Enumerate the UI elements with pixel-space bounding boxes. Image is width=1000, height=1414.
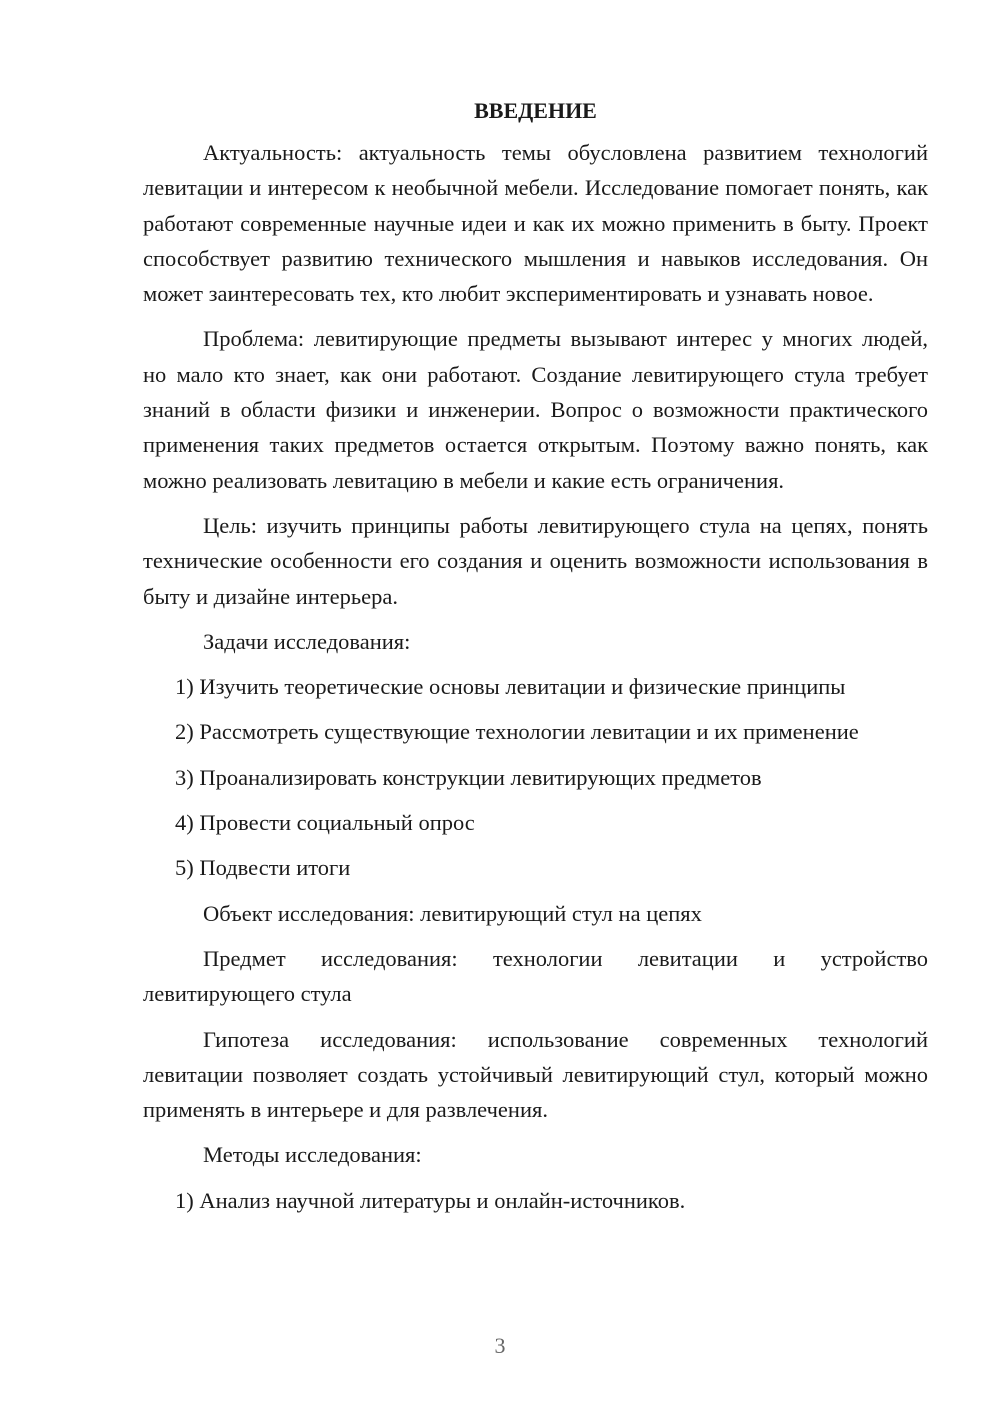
object-paragraph: Объект исследования: левитирующий стул на цепях bbox=[203, 900, 702, 926]
method-item: 1) Анализ научной литературы и онлайн-источников. bbox=[175, 1187, 686, 1213]
methods-heading: Методы исследования: bbox=[203, 1142, 422, 1168]
task-item: 1) Изучить теоретические основы левитации и физические принципы bbox=[175, 674, 846, 700]
page-number: 3 bbox=[494, 1333, 506, 1358]
task-item: 5) Подвести итоги bbox=[175, 855, 351, 881]
task-item: 2) Рассмотреть существующие технологии левитации и их применение bbox=[175, 719, 859, 745]
page-content bbox=[143, 94, 928, 1228]
task-item: 3) Проанализировать конструкции левитирующих предметов bbox=[175, 764, 762, 790]
relevance-paragraph: Актуальность: актуальность темы обусловлена развитием технологий левитации и интересом к необычной мебели. Исследование помогает понять, как работают современные научные идеи и как их можно применить в быту. Проект способствует развитию технического мышления и навыков исследования. Он может заинтересовать тех, кто любит экспериментировать и узнавать новое. bbox=[143, 140, 928, 307]
hypothesis-paragraph: Гипотеза исследования: использование современных технологий левитации позволяет создать устойчивый левитирующий стул, который можно применять в интерьере и для развлечения. bbox=[143, 1026, 928, 1123]
tasks-heading: Задачи исследования: bbox=[203, 628, 411, 654]
subject-paragraph: Предмет исследования: технологии левитации и устройство левитирующего стула bbox=[143, 945, 928, 1007]
task-item: 4) Провести социальный опрос bbox=[175, 810, 475, 836]
problem-paragraph: Проблема: левитирующие предметы вызывают интерес у многих людей, но мало кто знает, как они работают. Создание левитирующего стула требует знаний в области физики и инженерии. Вопрос о возможности практического применения таких предметов остается открытым. Поэтому важно понять, как можно реализовать левитацию в мебели и какие есть ограничения. bbox=[143, 326, 928, 493]
goal-paragraph: Цель: изучить принципы работы левитирующего стула на цепях, понять технические особенности его создания и оценить возможности использования в быту и дизайне интерьера. bbox=[143, 512, 928, 609]
section-title: ВВЕДЕНИЕ bbox=[474, 98, 597, 123]
